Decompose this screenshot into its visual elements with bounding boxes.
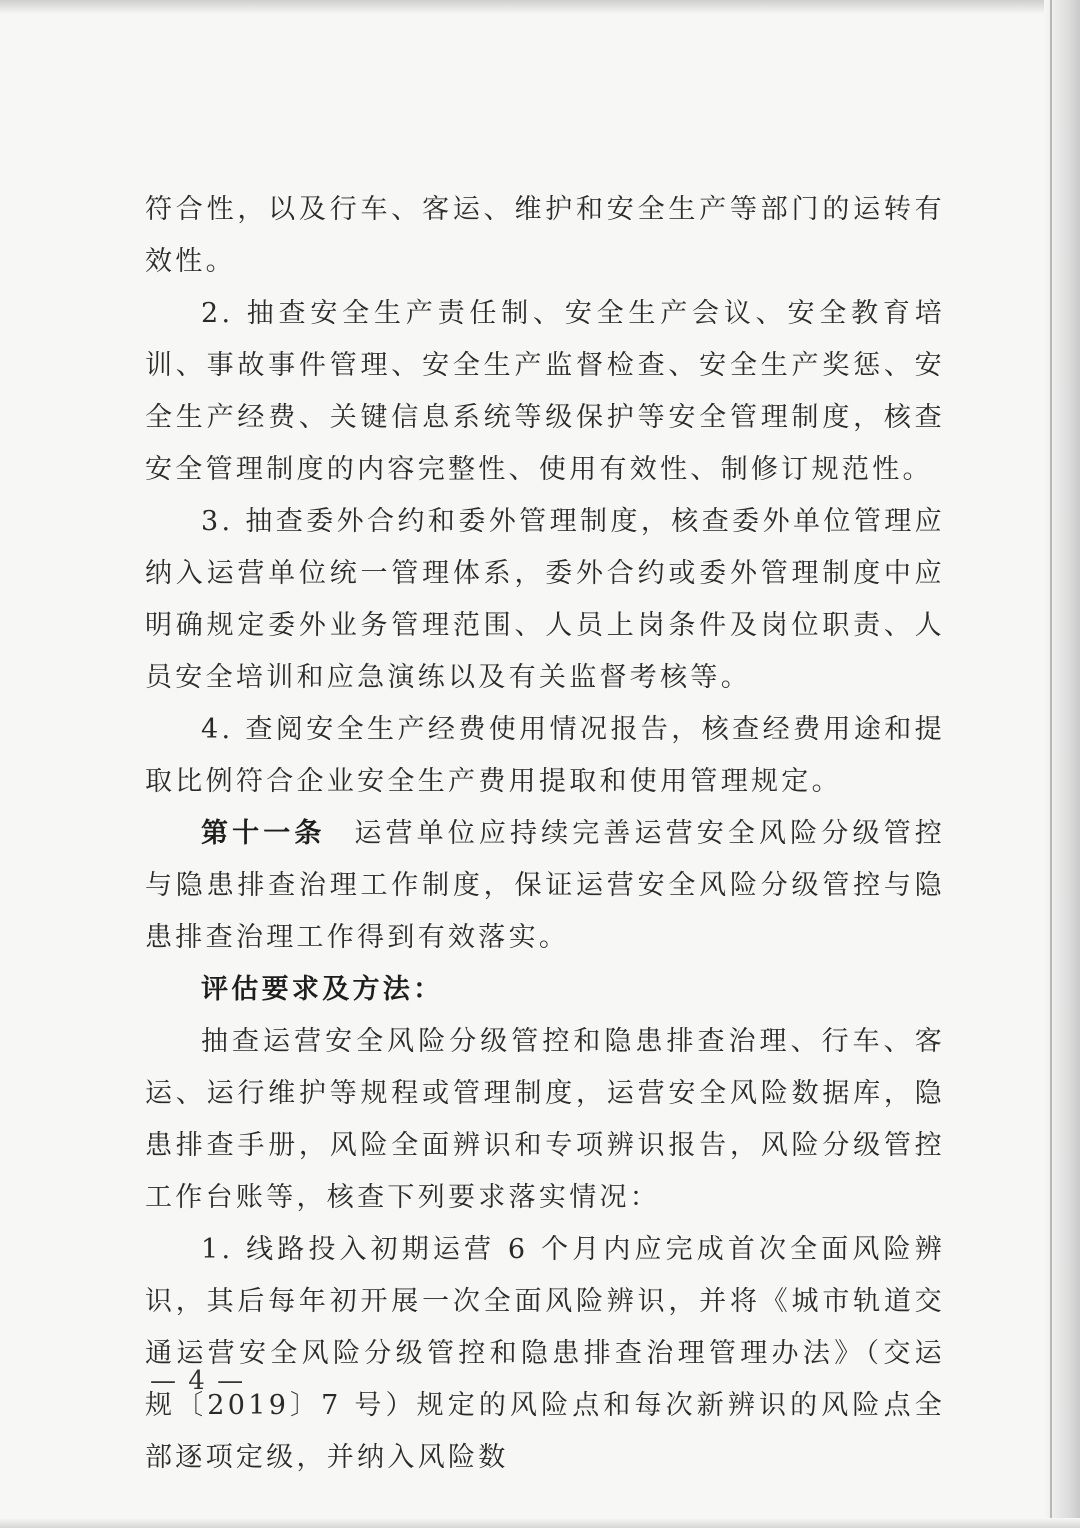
page-number: — 4 —: [150, 1366, 246, 1396]
paragraph-continuation: 符合性，以及行车、客运、维护和安全生产等部门的运转有效性。: [145, 194, 945, 277]
paragraph-item-4: 4. 查阅安全生产经费使用情况报告，核查经费用途和提取比例符合企业安全生产费用提取和使用管理规定。: [145, 714, 945, 797]
document-body: [145, 184, 945, 1484]
scan-edge-bottom: [0, 1518, 1080, 1528]
scan-edge-top: [0, 0, 1080, 14]
paragraph-article-11: [145, 808, 945, 964]
paragraph-item-2: 2. 抽查安全生产责任制、安全生产会议、安全教育培训、事故事件管理、安全生产监督检查、安全生产奖惩、安全生产经费、关键信息系统等级保护等安全管理制度，核查安全管理制度的内容完整性、使用有效性、制修订规范性。: [145, 298, 945, 485]
paragraph-requirement-1: 1. 线路投入初期运营 6 个月内应完成首次全面风险辨识，其后每年初开展一次全面风险辨识，并将《城市轨道交通运营安全风险分级管控和隐患排查治理管理办法》（交运规〔2019〕7 号）规定的风险点和每次新辨识的风险点全部逐项定级，并纳入风险数: [145, 1234, 945, 1473]
article-heading: 第十一条: [201, 818, 326, 849]
requirements-heading: 评估要求及方法：: [201, 974, 444, 1005]
paragraph-method: 抽查运营安全风险分级管控和隐患排查治理、行车、客运、运行维护等规程或管理制度，运营安全风险数据库，隐患排查手册，风险全面辨识和专项辨识报告，风险分级管控工作台账等，核查下列要求落实情况：: [145, 1026, 945, 1213]
article-text: 运营单位应持续完善运营安全风险分级管控与隐患排查治理工作制度，保证运营安全风险分级管控与隐患排查治理工作得到有效落实。: [145, 818, 946, 953]
paragraph-item-3: 3. 抽查委外合约和委外管理制度，核查委外单位管理应纳入运营单位统一管理体系，委外合约或委外管理制度中应明确规定委外业务管理范围、人员上岗条件及岗位职责、人员安全培训和应急演练以及有关监督考核等。: [145, 506, 945, 693]
scan-edge-line: [1050, 0, 1052, 1528]
